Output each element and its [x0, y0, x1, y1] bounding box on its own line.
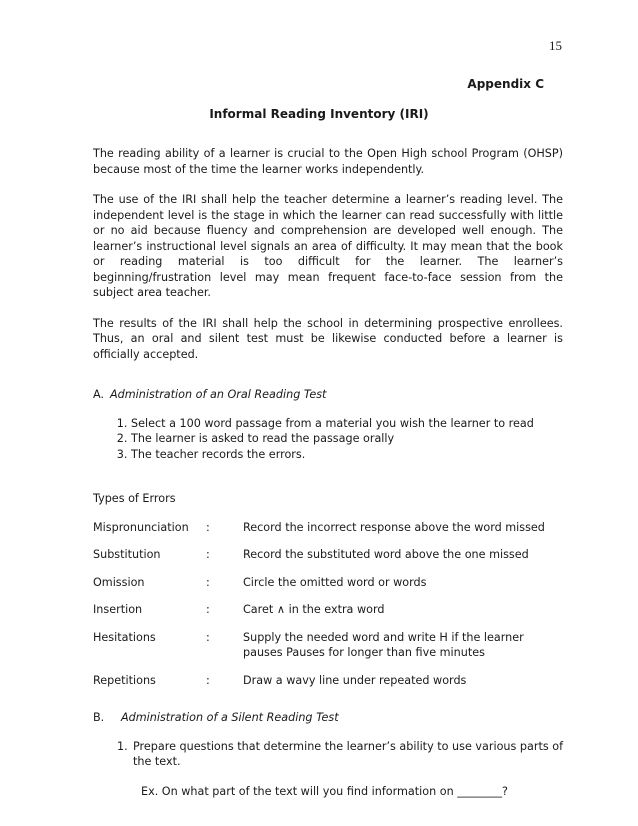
error-row-insertion [93, 602, 563, 618]
error-row-repetitions [93, 673, 563, 689]
error-name: Repetitions [93, 673, 156, 687]
example-question: Ex. On what part of the text will you find information on ________? [141, 784, 508, 798]
appendix-label: Appendix C [467, 77, 544, 91]
list-item: 2. The learner is asked to read the passage orally [131, 431, 563, 447]
error-row-hesitations [93, 630, 563, 661]
section-a-heading [93, 387, 563, 403]
section-b-title: Administration of a Silent Reading Test [121, 711, 339, 724]
error-name: Insertion [93, 603, 143, 616]
item-text: Prepare questions that determine the learner’s ability to use various parts of the text. [133, 739, 564, 768]
error-colon: : [206, 603, 210, 616]
list-item: 1. Select a 100 word passage from a material you wish the learner to read [131, 416, 563, 432]
error-description: Supply the needed word and write H if the learner pauses Pauses for longer than five minutes [243, 630, 524, 659]
error-name: Omission [93, 575, 145, 589]
error-description: Circle the omitted word or words [243, 575, 427, 589]
error-colon: : [206, 673, 210, 687]
oral-test-steps [115, 416, 563, 463]
paragraph-intro: The reading ability of a learner is crucial to the Open High school Program (OHSP) because most of the time the learner works independently. [93, 147, 563, 176]
section-b-heading [93, 710, 563, 726]
paragraph-iri-use: The use of the IRI shall help the teacher determine a learner’s reading level. The independent level is the stage in which the learner can read successfully with little or no aid because fluency and comprehension are developed well enough. The learner’s instructional level signals an area of difficulty. It may mean that the book or reading material is too difficult for the learner. The learner’s beginning/frustration level may mean frequent face-to-face session from the subject area teacher. [93, 193, 563, 299]
error-description: Caret ∧ in the extra word [243, 603, 385, 616]
section-a-title: Administration of an Oral Reading Test [110, 388, 327, 401]
error-name: Substitution [93, 548, 161, 561]
list-item: 3. The teacher records the errors. [131, 447, 563, 463]
error-colon: : [206, 575, 210, 589]
error-description: Record the incorrect response above the word missed [243, 520, 545, 534]
error-name: Mispronunciation [93, 520, 189, 534]
document-title: Informal Reading Inventory (IRI) [209, 107, 429, 121]
document-body [93, 146, 563, 799]
error-description: Record the substituted word above the one missed [243, 548, 529, 561]
error-row-substitution [93, 547, 563, 563]
error-row-omission [93, 575, 563, 591]
item-number: 1. [117, 739, 128, 753]
error-colon: : [206, 630, 210, 644]
silent-test-item [117, 739, 563, 770]
types-of-errors-heading: Types of Errors [93, 492, 176, 505]
section-b-letter: B. [93, 711, 105, 724]
paragraph-iri-results: The results of the IRI shall help the school in determining prospective enrollees. Thus, an oral and silent test must be likewise conducted before a learner is officially accepted. [93, 316, 563, 361]
error-name: Hesitations [93, 630, 156, 644]
section-a-letter: A. [93, 388, 105, 401]
error-row-mispronunciation [93, 520, 563, 536]
error-colon: : [206, 520, 210, 534]
page-number: 15 [549, 38, 562, 53]
error-description: Draw a wavy line under repeated words [243, 673, 467, 687]
error-colon: : [206, 548, 210, 561]
